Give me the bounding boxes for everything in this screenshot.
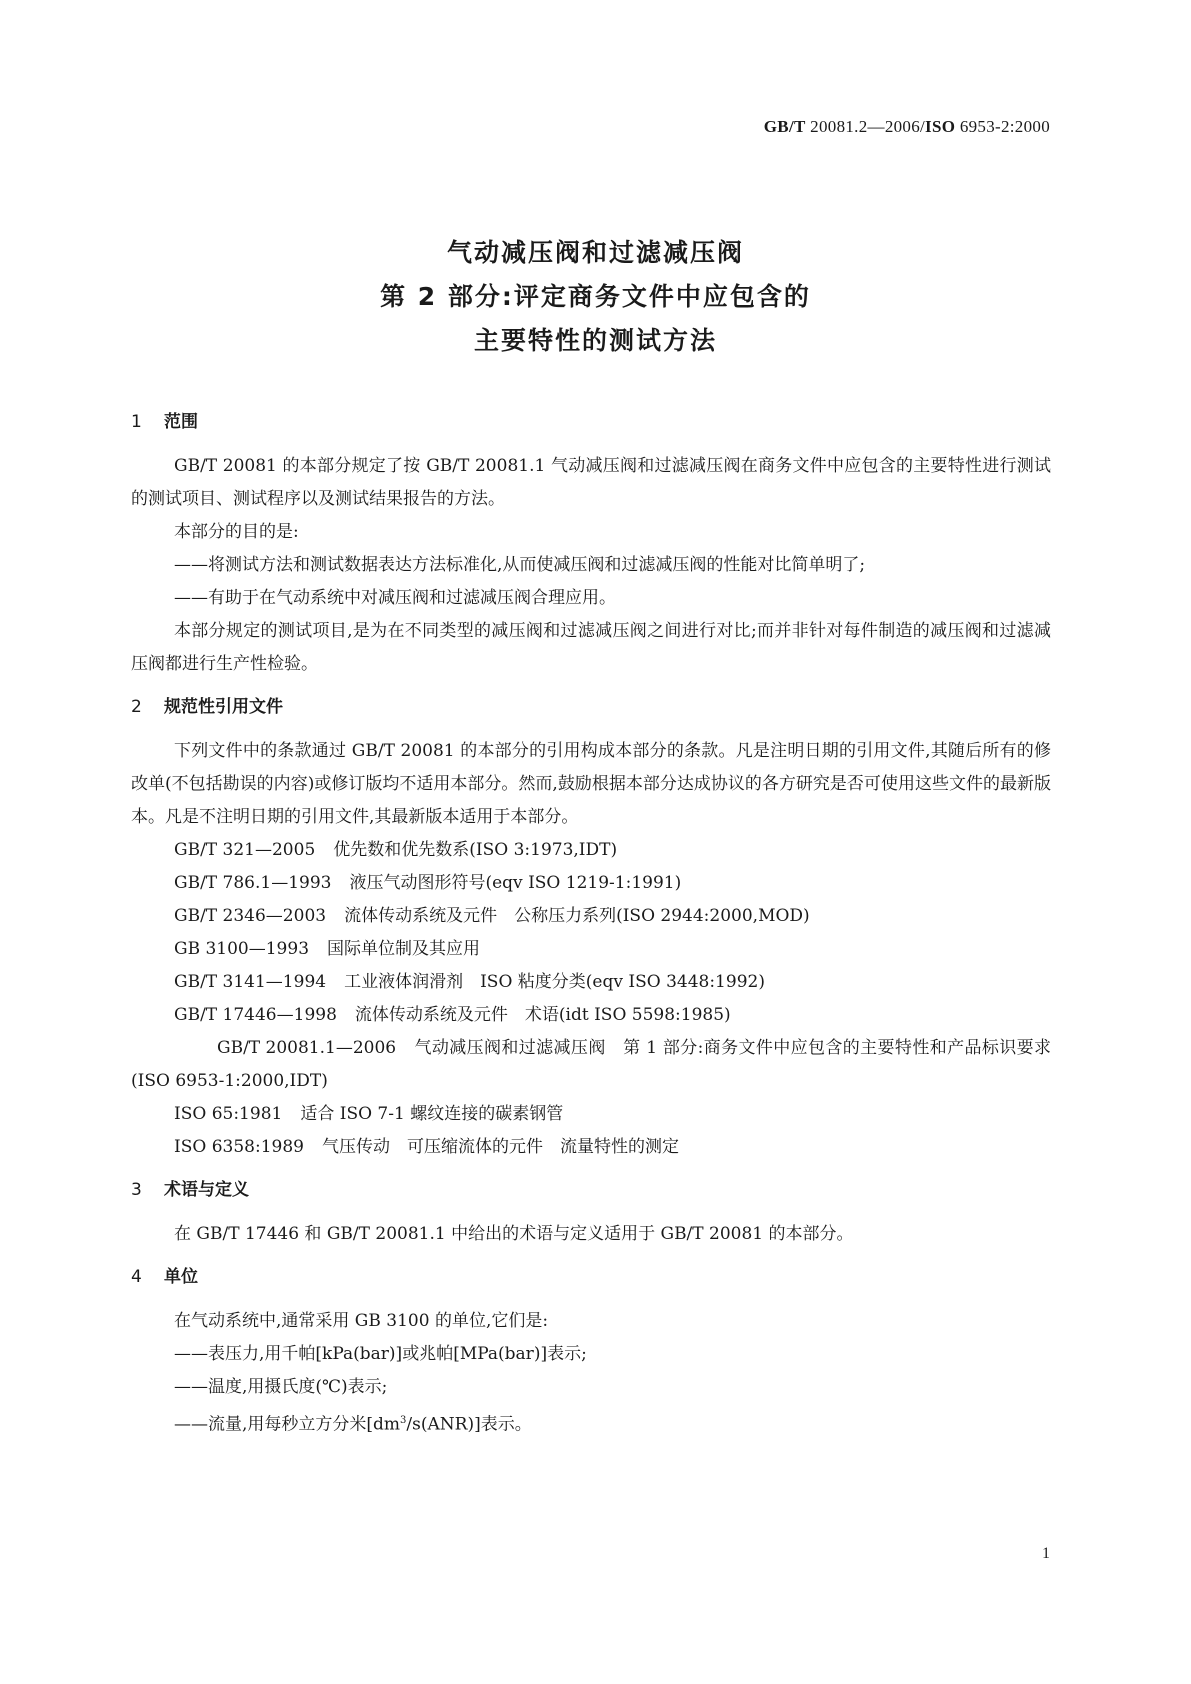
references-intro-paragraph: 下列文件中的条款通过 GB/T 20081 的本部分的引用构成本部分的条款。凡是注明日期的引用文件,其随后所有的修改单(不包括勘误的内容)或修订版均不适用本部分。然而,鼓励根据本部分达成协议的各方研究是否可使用这些文件的最新版本。凡是不注明日期的引用文件,其最新版本适用于本部分。 [131,741,1051,827]
section-heading-normative-references: 2 规范性引用文件 [131,697,283,717]
reference-item: GB 3100—1993 国际单位制及其应用 [174,939,481,959]
units-list-item: ——流量,用每秒立方分米$[dm^3/s(ANR)]$表示。 [174,1414,532,1435]
section-heading-terms: 3 术语与定义 [131,1180,249,1200]
standard-number-header: GB/T 20081.2—2006/ISO 6953-2:2000 [763,117,1050,136]
scope-list-item: ——有助于在气动系统中对减压阀和过滤减压阀合理应用。 [174,588,616,608]
reference-item: GB/T 321—2005 优先数和优先数系(ISO 3:1973,IDT) [174,840,618,860]
scope-list-item: ——将测试方法和测试数据表达方法标准化,从而使减压阀和过滤减压阀的性能对比简单明了; [174,555,866,575]
units-list-item: ——温度,用摄氏度(℃)表示; [174,1377,388,1397]
reference-item: GB/T 786.1—1993 液压气动图形符号(eqv ISO 1219-1:1991) [174,873,682,893]
page-number: 1 [1042,1545,1050,1562]
scope-paragraph-2: 本部分的目的是: [174,522,299,542]
units-paragraph: 在气动系统中,通常采用 GB 3100 的单位,它们是: [174,1311,549,1331]
reference-item: ISO 6358:1989 气压传动 可压缩流体的元件 流量特性的测定 [174,1137,679,1157]
units-list-item: ——表压力,用千帕[kPa(bar)]或兆帕[MPa(bar)]表示; [174,1344,587,1364]
scope-paragraph-1: GB/T 20081 的本部分规定了按 GB/T 20081.1 气动减压阀和过滤减压阀在商务文件中应包含的主要特性进行测试的测试项目、测试程序以及测试结果报告的方法。 [131,456,1051,509]
reference-item: ISO 65:1981 适合 ISO 7-1 螺纹连接的碳素钢管 [174,1104,564,1124]
section-heading-units: 4 单位 [131,1267,198,1287]
reference-item: GB/T 17446—1998 流体传动系统及元件 术语(idt ISO 5598:1985) [174,1005,731,1025]
document-title-line-2: 第 2 部分:评定商务文件中应包含的 [380,282,811,311]
reference-item: GB/T 2346—2003 流体传动系统及元件 公称压力系列(ISO 2944:2000,MOD) [174,906,810,926]
document-body [131,408,1051,1442]
reference-item: GB/T 3141—1994 工业液体润滑剂 ISO 粘度分类(eqv ISO 3448:1992) [174,972,765,992]
document-title-line-3: 主要特性的测试方法 [473,326,717,355]
scope-paragraph-3: 本部分规定的测试项目,是为在不同类型的减压阀和过滤减压阀之间进行对比;而并非针对每件制造的减压阀和过滤减压阀都进行生产性检验。 [131,621,1051,674]
section-heading-scope: 1 范围 [131,412,198,432]
document-title-line-1: 气动减压阀和过滤减压阀 [446,238,744,267]
reference-item: GB/T 20081.1—2006 气动减压阀和过滤减压阀 第 1 部分:商务文件中应包含的主要特性和产品标识要求(ISO 6953-1:2000,IDT) [131,1038,1051,1091]
terms-paragraph: 在 GB/T 17446 和 GB/T 20081.1 中给出的术语与定义适用于 GB/T 20081 的本部分。 [174,1224,854,1244]
